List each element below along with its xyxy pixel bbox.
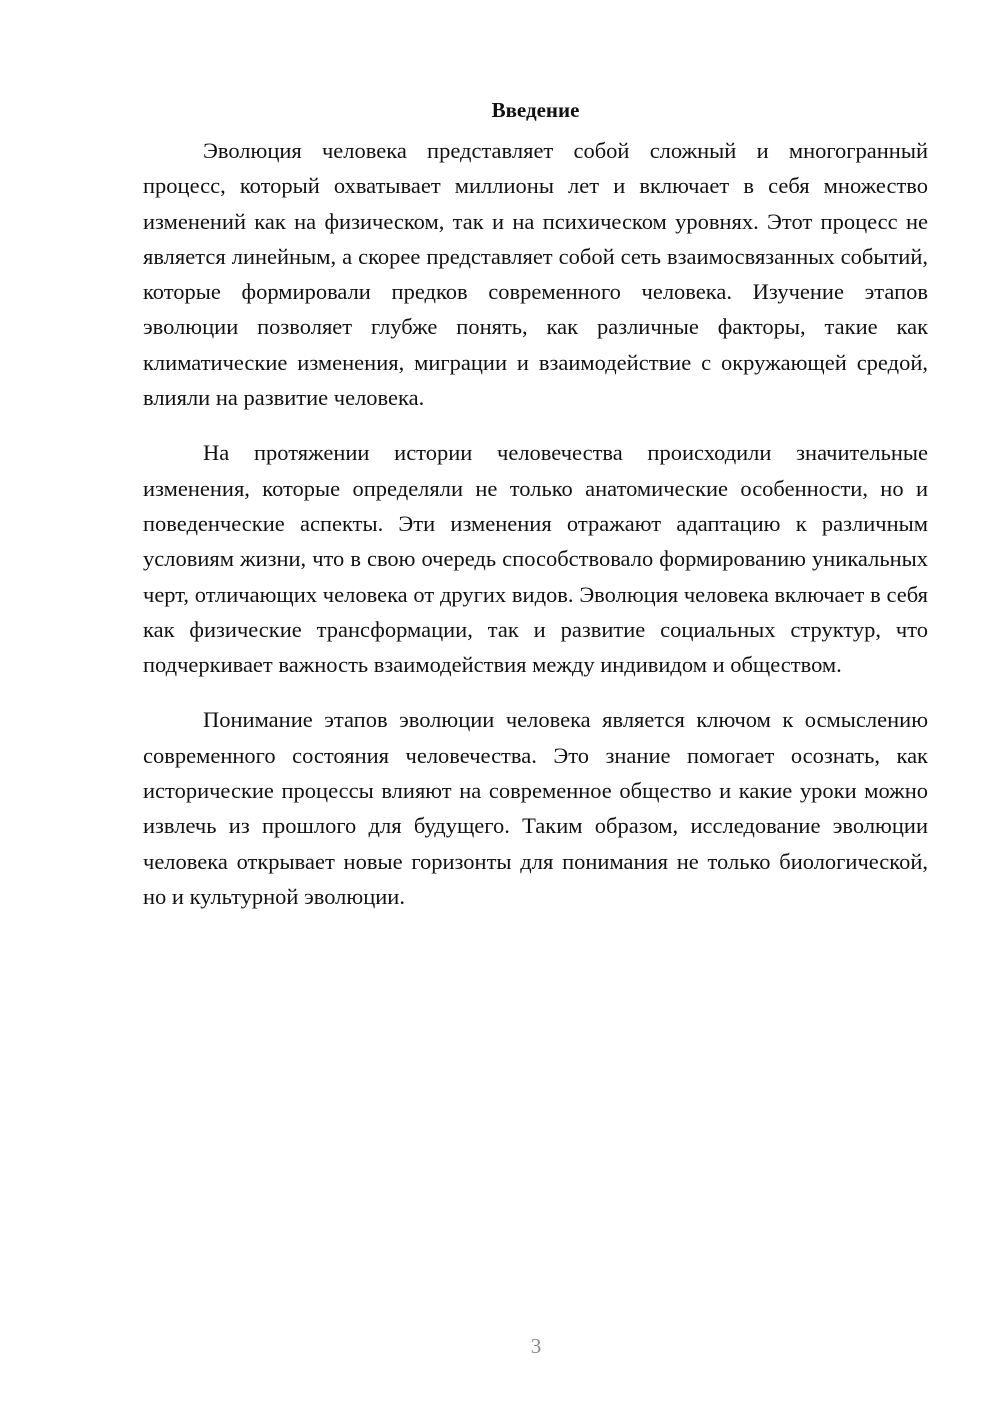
paragraph-3: Понимание этапов эволюции человека является ключом к осмыслению современного состояния человечества. Это знание помогает осознать, как исторические процессы влияют на современное общество и какие уроки можно извлечь из прошлого для будущего. Таким образом, исследование эволюции человека открывает новые горизонты для понимания не только биологической, но и культурной эволюции. [143,707,928,909]
section-heading: Введение [491,98,580,122]
paragraph-2: На протяжении истории человечества происходили значительные изменения, которые определяли не только анатомические особенности, но и поведенческие аспекты. Эти изменения отражают адаптацию к различным условиям жизни, что в свою очередь способствовало формированию уникальных черт, отличающих человека от других видов. Эволюция человека включает в себя как физические трансформации, так и развитие социальных структур, что подчеркивает важность взаимодействия между индивидом и обществом. [143,440,928,678]
paragraph-1: Эволюция человека представляет собой сложный и многогранный процесс, который охватывает миллионы лет и включает в себя множество изменений как на физическом, так и на психическом уровнях. Этот процесс не является линейным, а скорее представляет собой сеть взаимосвязанных событий, которые формировали предков современного человека. Изучение этапов эволюции позволяет глубже понять, как различные факторы, такие как климатические изменения, миграции и взаимодействие с окружающей средой, влияли на развитие человека. [143,138,928,411]
page-number: 3 [530,1334,542,1358]
page-content [143,92,928,934]
